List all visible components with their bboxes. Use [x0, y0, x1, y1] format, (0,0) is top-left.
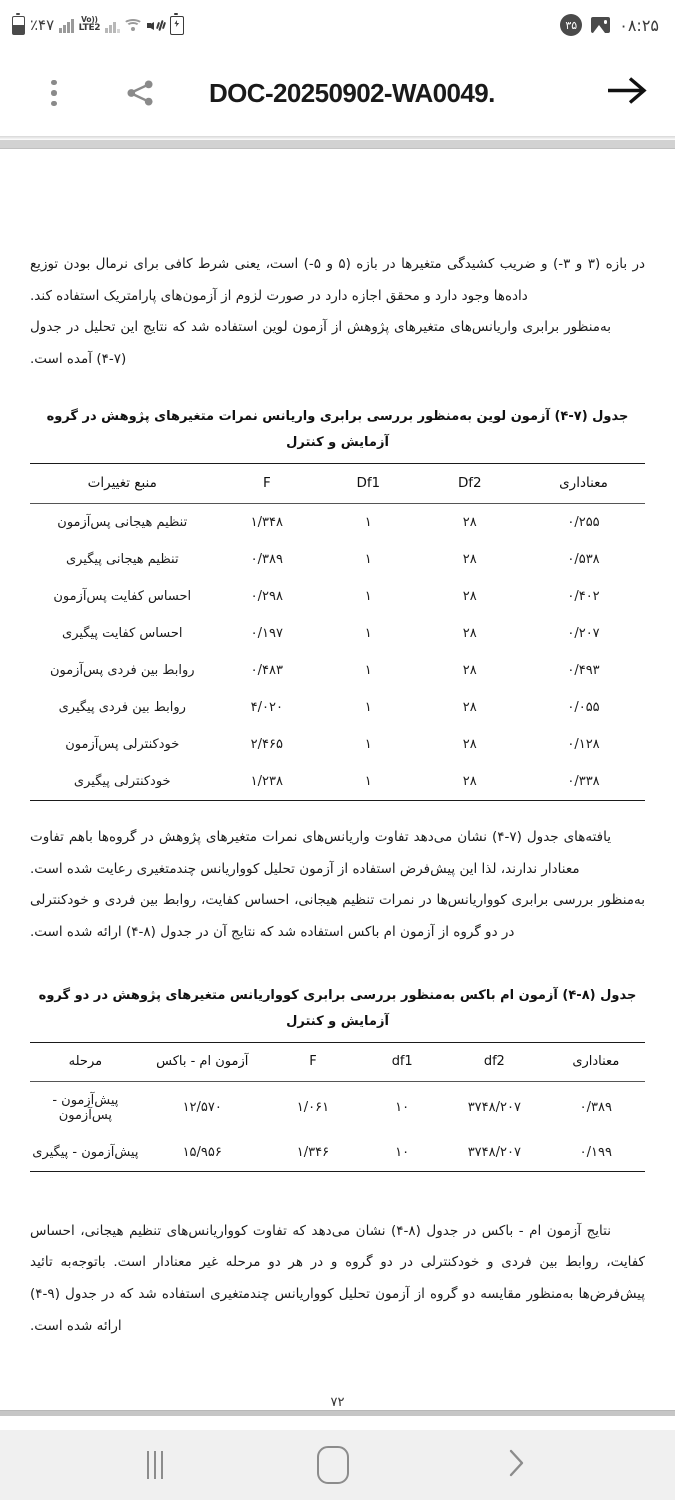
- cell-sig: ۰/۴۹۳: [567, 662, 600, 678]
- table-mbox: [30, 1042, 645, 1172]
- cell-f: ۱/۳۴۸: [250, 514, 283, 530]
- cell-sig: ۰/۲۵۵: [567, 514, 600, 530]
- paragraph-1: در بازه (۳ و ۳-) و ضریب کشیدگی متغیرها در بازه (۵ و ۵-) است، یعنی شرط کافی برای نرمال بودن توزیع داده‌ها وجود دارد و محقق اجازه دارد در صورت لزوم از آزمون‌های پارامتریک استفاده کند.: [30, 256, 646, 304]
- cell-sig: ۰/۰۵۵: [567, 699, 600, 715]
- cell-df2: ۲۸: [462, 625, 477, 641]
- table-1-caption: جدول (۷-۴) آزمون لوین به‌منظور بررسی برابری واریانس نمرات متغیرهای پژوهش در گروه آزمایش و کنترل: [46, 408, 629, 450]
- table-row: [30, 763, 645, 801]
- cell-df1: ۱: [364, 551, 372, 567]
- cell2-df1: ۱۰: [395, 1100, 410, 1116]
- cell-source: خودکنترلی پس‌آزمون: [65, 736, 180, 752]
- cell2-df1: ۱۰: [362, 1134, 442, 1172]
- arrow-right-icon[interactable]: [605, 74, 649, 113]
- cell2-f: ۱/۳۴۶: [264, 1134, 362, 1172]
- cell-source: احساس کفایت پیگیری: [62, 625, 183, 641]
- cell-source: تنظیم هیجانی پیگیری: [65, 551, 179, 567]
- th2-mbox: آزمون ام - باکس: [141, 1042, 264, 1081]
- cell-df2: ۲۸: [462, 699, 477, 715]
- cell-f: ۱/۲۳۸: [215, 763, 320, 801]
- android-nav-bar: [0, 1430, 675, 1500]
- table-1-body: [30, 503, 645, 800]
- cell-f: ۰/۲۹۸: [250, 588, 283, 604]
- cell2-stage: پیش‌آزمون - پس‌آزمون: [52, 1092, 119, 1123]
- cell-source: احساس کفایت پس‌آزمون: [53, 588, 192, 604]
- cell-f: ۴/۰۲۰: [250, 699, 283, 715]
- th-sig: معناداری: [522, 463, 645, 503]
- battery-icon: [12, 16, 25, 35]
- mute-icon: [147, 17, 165, 33]
- cell2-mbox: ۱۵/۹۵۶: [141, 1134, 264, 1172]
- cell2-df2: ۳۷۴۸/۲۰۷: [467, 1100, 521, 1116]
- clock-label: ۰۸:۲۵: [619, 15, 659, 35]
- cell-df1: ۱: [319, 763, 417, 801]
- table-row: [30, 1081, 645, 1134]
- cell2-sig: ۰/۱۹۹: [547, 1134, 645, 1172]
- share-icon-svg: [123, 77, 157, 109]
- table-row: [30, 578, 645, 615]
- document-page: [0, 149, 675, 1410]
- th-source: منبع تغییرات: [30, 463, 215, 503]
- status-bar-right: [560, 14, 659, 36]
- cell2-f: ۱/۰۶۱: [296, 1100, 330, 1116]
- table-row: [30, 615, 645, 652]
- cell-df2: ۲۸: [462, 662, 477, 678]
- cell-source: تنظیم هیجانی پس‌آزمون: [57, 514, 188, 530]
- page-top-edge: [0, 140, 675, 149]
- signal-bars-icon: [59, 18, 74, 33]
- notification-badge: ۳۵: [560, 14, 582, 36]
- back-icon-svg: [504, 1446, 528, 1480]
- volte-bottom-label: LTE2: [78, 23, 101, 34]
- cell-source: خودکنترلی پیگیری: [30, 763, 215, 801]
- cell-df1: ۱: [364, 625, 372, 641]
- table-2-body: [30, 1081, 645, 1171]
- image-icon: [591, 17, 610, 33]
- cell-df2: ۲۸: [462, 514, 477, 530]
- cell-sig: ۰/۴۰۲: [567, 588, 600, 604]
- page-number: ۷۲: [330, 1394, 345, 1410]
- paragraph-4: به‌منظور بررسی برابری کوواریانس‌ها در نمرات تنظیم هیجانی، احساس کفایت، روابط بین فردی و خودکنترلی در دو گروه از آزمون ام باکس استفاده شد که نتایج آن در جدول (۸-۴) ارائه شده است.: [30, 892, 645, 941]
- cell2-stage: پیش‌آزمون - پیگیری: [30, 1134, 141, 1172]
- th-df2: Df2: [417, 463, 522, 503]
- cell-df1: ۱: [364, 736, 372, 752]
- battery-saver-icon: [170, 16, 184, 35]
- table-row: [30, 652, 645, 689]
- th2-sig: معناداری: [547, 1042, 645, 1081]
- cell-f: ۰/۳۸۹: [250, 551, 283, 567]
- cell-sig: ۰/۱۲۸: [567, 736, 600, 752]
- th2-df2: df2: [442, 1042, 547, 1081]
- cell-df2: ۲۸: [462, 736, 477, 752]
- table-row: [30, 1134, 645, 1172]
- cell-df1: ۱: [364, 514, 372, 530]
- cell-df1: ۱: [364, 699, 372, 715]
- cell-df1: ۱: [364, 662, 372, 678]
- table-2-caption: جدول (۸-۴) آزمون ام باکس به‌منظور بررسی برابری کوواریانس متغیرهای پژوهش در دو گروه آزمایش و کنترل: [38, 987, 637, 1029]
- page-bottom-edge: [0, 1410, 675, 1416]
- cell2-sig: ۰/۳۸۹: [579, 1100, 612, 1116]
- table-row: [30, 541, 645, 578]
- cell-f: ۰/۴۸۳: [250, 662, 283, 678]
- cell-source: روابط بین فردی پس‌آزمون: [49, 662, 195, 678]
- cell-df2: ۲۸: [462, 588, 477, 604]
- volte-top-label: Vo)): [81, 15, 98, 25]
- table-row: [30, 503, 645, 541]
- table-1-head: [30, 463, 645, 503]
- paragraph-3: یافته‌های جدول (۷-۴) نشان می‌دهد تفاوت واریانس‌های نمرات متغیرهای پژوهش در گروه‌ها باهم تفاوت معنادار ندارند، لذا این پیش‌فرض استفاده از آزمون تحلیل کوواریانس چندمتغیری رعایت شده است.: [30, 828, 612, 877]
- table-2-header-row: [30, 1042, 645, 1081]
- table-2-head: [30, 1042, 645, 1081]
- cell-sig: ۰/۳۳۸: [522, 763, 645, 801]
- kebab-menu-icon[interactable]: [38, 80, 70, 107]
- cell-df1: ۱: [364, 588, 372, 604]
- home-icon[interactable]: [317, 1446, 349, 1484]
- status-bar-left: [12, 16, 184, 35]
- page-title: DOC-20250902-WA0049.: [209, 77, 495, 108]
- cell-df2: ۲۸: [417, 763, 522, 801]
- paragraph-5: نتایج آزمون ام - باکس در جدول (۸-۴) نشان می‌دهد که تفاوت کوواریانس‌های تنظیم هیجانی، احساس کفایت، روابط بین فردی و خودکنترلی در دو گروه و در هر دو مرحله غیر معنادار است. باتوجه‌به تائید پیش‌فرض‌ها به‌منظور مقایسه دو گروه از آزمون تحلیل کوواریانس چندمتغیری استفاده شد که در جدول (۹-۴) ارائه شده است.: [30, 1222, 645, 1334]
- volte-icon: [79, 17, 101, 32]
- cell-f: ۲/۴۶۵: [250, 736, 283, 752]
- th2-df1: df1: [362, 1042, 442, 1081]
- cell-f: ۰/۱۹۷: [250, 625, 283, 641]
- signal-bars-secondary-icon: [105, 18, 120, 33]
- wifi-icon: [125, 18, 142, 33]
- app-bar: [0, 50, 675, 136]
- th2-stage: مرحله: [30, 1042, 141, 1081]
- table-row: [30, 726, 645, 763]
- back-icon[interactable]: [504, 1446, 528, 1485]
- table-levene: [30, 463, 645, 801]
- share-icon[interactable]: [123, 77, 157, 109]
- battery-percent-label: ٪۴۷: [30, 16, 55, 34]
- cell-source: روابط بین فردی پیگیری: [58, 699, 186, 715]
- cell-sig: ۰/۲۰۷: [567, 625, 600, 641]
- cell2-mbox: ۱۲/۵۷۰: [182, 1100, 222, 1116]
- cell-sig: ۰/۵۳۸: [567, 551, 600, 567]
- th-f: F: [215, 463, 320, 503]
- paragraph-2: به‌منظور برابری واریانس‌های متغیرهای پژوهش از آزمون لوین استفاده شد که نتایج این تحلیل در جدول (۷-۴) آمده است.: [30, 319, 611, 368]
- status-bar: [0, 0, 675, 50]
- recents-icon[interactable]: [147, 1451, 163, 1479]
- arrow-right-svg: [605, 74, 649, 108]
- table-row: [30, 689, 645, 726]
- cell-df2: ۲۸: [462, 551, 477, 567]
- cell2-df2: ۳۷۴۸/۲۰۷: [442, 1134, 547, 1172]
- document-viewer[interactable]: [0, 140, 675, 1430]
- th-df1: Df1: [319, 463, 417, 503]
- table-1-header-row: [30, 463, 645, 503]
- th2-f: F: [264, 1042, 362, 1081]
